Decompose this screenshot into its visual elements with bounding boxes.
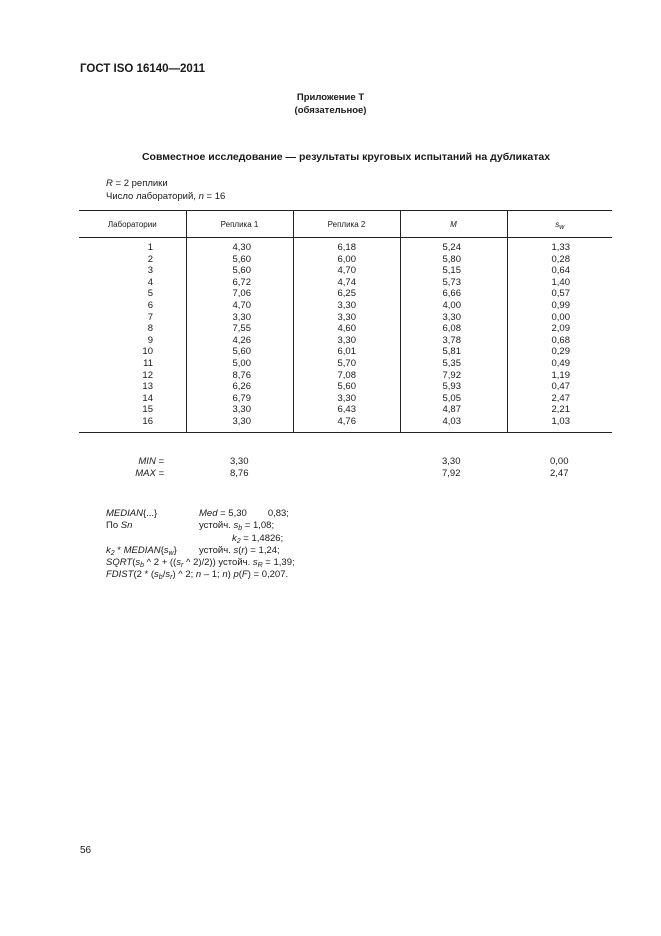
table-row [79, 358, 612, 370]
table-cell: 15 [142, 404, 153, 416]
document-id: ГОСТ ISO 16140—2011 [80, 63, 205, 75]
table-cell: 4,70 [186, 300, 293, 312]
table-cell: 3,30 [293, 335, 400, 347]
header-mean: M [400, 211, 507, 238]
table-cell: 6,43 [293, 404, 400, 416]
table-cell: 0,64 [507, 265, 612, 277]
table-cell: 7 [147, 311, 153, 323]
table-cell: 4,76 [293, 416, 400, 432]
k2-median-line: $k_2$ * $MEDIAN\{s_w\}$ устойч. s(r) = 1,24; [106, 544, 280, 557]
page-number: 56 [80, 845, 92, 856]
table-cell: 5,15 [400, 265, 507, 277]
max-replicate-1: 8,76 [230, 468, 249, 479]
table-cell: 1,03 [507, 416, 612, 432]
table-row [79, 335, 612, 347]
table-cell: 6 [147, 299, 153, 311]
header-sw: $s_w$ [507, 211, 612, 238]
table-cell: 4,74 [293, 277, 400, 289]
table-cell: 2,09 [507, 323, 612, 335]
robust-statistics [106, 508, 295, 582]
table-cell: 6,26 [186, 381, 293, 393]
table-row [79, 288, 612, 300]
table-cell: 10 [142, 346, 153, 358]
table-body [79, 238, 612, 433]
table-cell: 1,19 [507, 370, 612, 382]
table-cell: 4,60 [293, 323, 400, 335]
table-cell: 3,30 [186, 404, 293, 416]
table-cell: 5 [147, 288, 153, 300]
table-cell: 4,70 [293, 265, 400, 277]
table-row [79, 300, 612, 312]
table-cell: 12 [142, 369, 153, 381]
sn-line: По Sn устойч. $s_b = 1,08$; [106, 520, 275, 533]
table-cell: 1,40 [507, 277, 612, 289]
table-cell: 5,93 [400, 381, 507, 393]
table-row [79, 370, 612, 382]
replicates-var: R [106, 178, 113, 189]
parameters [106, 177, 225, 203]
sqrt-line: $SQRT(s_b$ ^ $2 + ((s_r$ ^ 2)/2)) устойч. $s_R = 1,39$; [106, 557, 295, 570]
table-cell: 3,78 [400, 335, 507, 347]
min-mean: 3,30 [442, 456, 461, 467]
table-row [79, 416, 612, 432]
table-row [79, 254, 612, 266]
labs-var: n [198, 191, 204, 202]
table-cell: 0,00 [507, 312, 612, 324]
header-replicate-2: Реплика 2 [293, 211, 400, 238]
labs-value: = 16 [203, 191, 226, 202]
table-cell: 0,47 [507, 381, 612, 393]
table-cell: 14 [142, 392, 153, 404]
table-cell: 6,08 [400, 323, 507, 335]
table-cell: 16 [79, 416, 186, 432]
table-cell: 5,60 [186, 254, 293, 266]
table-cell: 3,30 [293, 300, 400, 312]
table-cell: 4,26 [186, 335, 293, 347]
replicates-line [106, 177, 225, 190]
table-cell: 7,08 [293, 370, 400, 382]
table-cell: 13 [142, 381, 153, 393]
table-cell: 4 [147, 276, 153, 288]
header-laboratories: Лаборатории [79, 211, 186, 238]
table-cell: 4,87 [400, 404, 507, 416]
table-cell: 0,49 [507, 358, 612, 370]
results-table [79, 210, 612, 433]
table-cell: 2,47 [507, 393, 612, 405]
table-cell: 5,73 [400, 277, 507, 289]
table-cell: 5,80 [400, 254, 507, 266]
table-cell: 2 [147, 253, 153, 265]
section-title: Совместное исследование — результаты круговых испытаний на дубликатах [141, 151, 551, 163]
min-sw: 0,00 [550, 456, 569, 467]
table-cell: 5,00 [186, 358, 293, 370]
labs-text: Число лабораторий, [106, 191, 199, 202]
table-cell: 0,68 [507, 335, 612, 347]
table-cell: 6,25 [293, 288, 400, 300]
table-cell: 5,24 [400, 238, 507, 254]
min-replicate-1: 3,30 [230, 456, 249, 467]
table-cell: 1,33 [507, 238, 612, 254]
table-cell: 7,55 [186, 323, 293, 335]
header-replicate-1: Реплика 1 [186, 211, 293, 238]
table-cell: 3,30 [400, 312, 507, 324]
table-cell: 3,30 [186, 312, 293, 324]
min-label: MIN = [138, 456, 164, 467]
table-row [79, 381, 612, 393]
table-row [79, 277, 612, 289]
table-cell: 7,92 [400, 370, 507, 382]
table-cell: 6,66 [400, 288, 507, 300]
table-cell: 8,76 [186, 370, 293, 382]
max-mean: 7,92 [442, 468, 461, 479]
table-cell: 5,35 [400, 358, 507, 370]
table-cell: 0,99 [507, 300, 612, 312]
table-row [79, 312, 612, 324]
table-cell: 2,21 [507, 404, 612, 416]
table-cell: 0,28 [507, 254, 612, 266]
appendix-title: Приложение Т [296, 92, 365, 103]
replicates-text: = 2 реплики [112, 178, 168, 189]
table-cell: 0,57 [507, 288, 612, 300]
table-header-row [79, 211, 612, 238]
table-cell: 0,29 [507, 346, 612, 358]
table-cell: 11 [143, 357, 153, 369]
table-row [79, 238, 612, 254]
table-row [79, 404, 612, 416]
appendix-note: (обязательное) [294, 105, 367, 116]
table-cell: 5,81 [400, 346, 507, 358]
table-cell: 5,60 [186, 346, 293, 358]
table-cell: 4,03 [400, 416, 507, 432]
table-cell: 6,18 [293, 238, 400, 254]
table-row [79, 323, 612, 335]
table-cell: 5,70 [293, 358, 400, 370]
table-cell: 3,30 [186, 416, 293, 432]
table-row [79, 393, 612, 405]
max-label: MAX = [135, 468, 164, 479]
table-cell: 6,01 [293, 346, 400, 358]
appendix-heading [0, 91, 661, 117]
table-cell: 6,00 [293, 254, 400, 266]
table-row [79, 265, 612, 277]
table-cell: 6,79 [186, 393, 293, 405]
k2-line: $k_2 = 1,4826$; [232, 532, 284, 545]
table-cell: 1 [147, 242, 153, 253]
table-cell: 3,30 [293, 393, 400, 405]
table-cell: 5,05 [400, 393, 507, 405]
table-cell: 4,00 [400, 300, 507, 312]
table-cell: 8 [147, 323, 153, 335]
max-sw: 2,47 [550, 468, 569, 479]
table-cell: 5,60 [186, 265, 293, 277]
table-cell: 5,60 [293, 381, 400, 393]
table-cell: 7,06 [186, 288, 293, 300]
table-cell: 3 [147, 265, 153, 277]
table-cell: 9 [147, 334, 153, 346]
table-row [79, 346, 612, 358]
table-cell: 6,72 [186, 277, 293, 289]
labs-line [106, 190, 225, 203]
fdist-line: FDIST(2 * $(s_b/s_r)$ ^ 2; n – 1; n) p(F) = 0,207. [106, 569, 289, 582]
table-cell: 3,30 [293, 312, 400, 324]
median-line: MEDIAN{...} Med = 5,30 0,83; [106, 508, 289, 519]
table-cell: 4,30 [186, 238, 293, 254]
